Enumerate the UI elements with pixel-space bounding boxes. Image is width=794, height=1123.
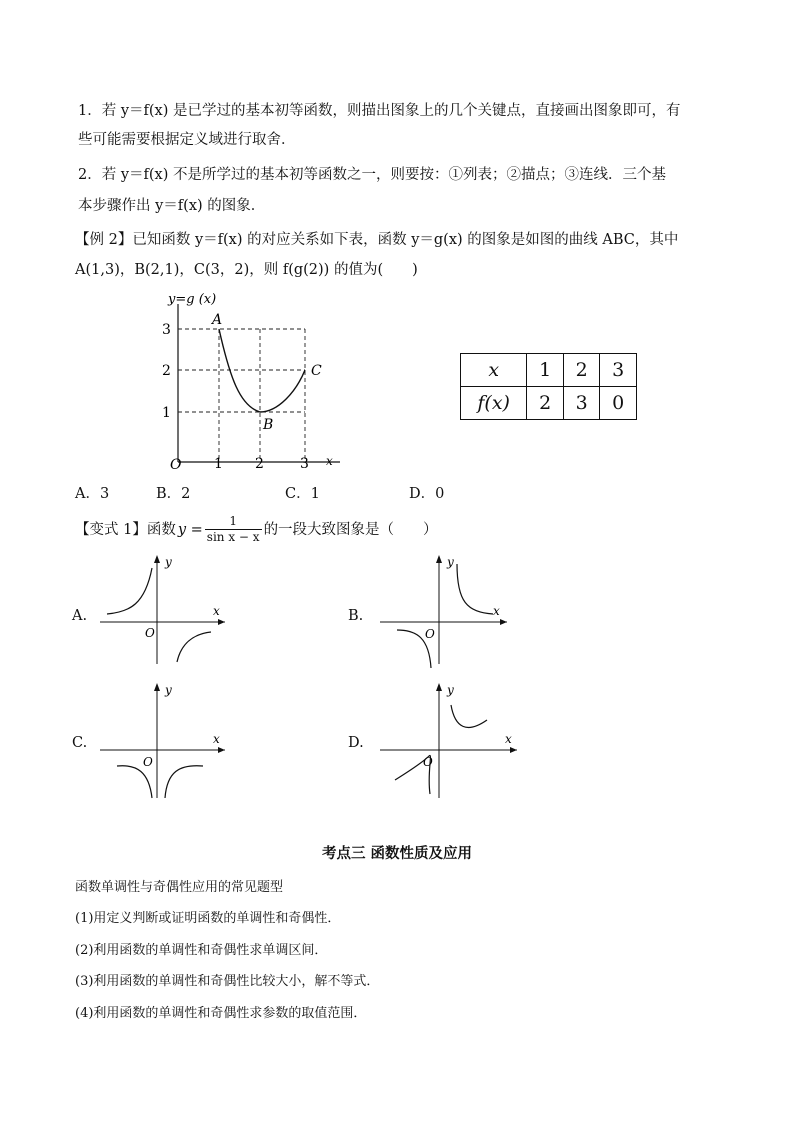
table-cell: 0 <box>600 387 637 420</box>
g-graph-title: y=g (x) <box>168 292 217 307</box>
option-b: B．2 <box>156 486 191 502</box>
origin-label: O <box>145 626 155 640</box>
example2-line-1: 【例 2】已知函数 y＝f(x) 的对应关系如下表，函数 y＝g(x) 的图象是如图的曲线 ABC，其中 <box>75 232 679 248</box>
table-cell: 2 <box>527 387 564 420</box>
table-cell: 1 <box>527 354 564 387</box>
fx-table <box>460 353 637 420</box>
axis-x-label: x <box>493 604 500 618</box>
x-tick-3: 3 <box>300 456 309 472</box>
axis-y-label: y <box>165 683 172 697</box>
intro-paragraph-2-line-2: 本步骤作出 y＝f(x) 的图象． <box>78 198 266 214</box>
origin-label: O <box>423 755 433 769</box>
option-c: C．1 <box>285 486 320 502</box>
intro-paragraph-1-line-1: 1．若 y＝f(x) 是已学过的基本初等函数，则描出图象上的几个关键点，直接画出图象即可，有 <box>78 103 681 119</box>
y-tick-2: 2 <box>162 363 171 379</box>
fraction-denominator: sin x − x <box>206 530 260 544</box>
origin-label: O <box>425 627 435 641</box>
y-tick-1: 1 <box>162 405 171 421</box>
axis-x-label: x <box>213 732 220 746</box>
section3-intro: 函数单调性与奇偶性应用的常见题型 <box>75 880 284 895</box>
intro-paragraph-2-line-1: 2．若 y＝f(x) 不是所学过的基本初等函数之一，则要按：①列表；②描点；③连线．三个基 <box>78 167 666 183</box>
section3-item-2: (2)利用函数的单调性和奇偶性求单调区间． <box>75 943 328 958</box>
variant-option-c-graph <box>95 680 235 805</box>
axis-x-label: x <box>505 732 512 746</box>
example2-line-2: A(1,3)，B(2,1)，C(3，2)，则 f(g(2)) 的值为( ) <box>75 262 418 278</box>
g-graph-origin: O <box>170 457 182 473</box>
point-c-label: C <box>311 363 322 379</box>
y-tick-3: 3 <box>162 322 171 338</box>
curve-abc <box>219 329 305 412</box>
table-cell: 2 <box>563 354 600 387</box>
section3-item-1: (1)用定义判断或证明函数的单调性和奇偶性． <box>75 911 341 926</box>
option-d: D．0 <box>409 486 445 502</box>
intro-paragraph-1-line-2: 些可能需要根据定义域进行取舍． <box>78 132 296 148</box>
variant1-prefix: 【变式 1】函数 <box>75 521 176 538</box>
point-a-label: A <box>212 312 223 328</box>
variant-option-d-graph <box>375 680 525 805</box>
variant-option-d-label: D. <box>348 735 364 751</box>
g-graph-x-label: x <box>326 454 333 468</box>
variant1-fraction <box>205 514 262 545</box>
table-row-x <box>461 354 637 387</box>
variant1-y-eq: y = <box>177 521 203 538</box>
axis-y-label: y <box>447 683 454 697</box>
variant1-question <box>75 514 438 545</box>
table-cell: 3 <box>600 354 637 387</box>
variant-option-c-label: C. <box>72 735 88 751</box>
table-header-fx: f(x) <box>461 387 527 420</box>
option-a: A．3 <box>75 486 110 502</box>
section3-item-4: (4)利用函数的单调性和奇偶性求参数的取值范围． <box>75 1006 367 1021</box>
origin-label: O <box>143 755 153 769</box>
variant-option-a-label: A. <box>72 608 88 624</box>
section3-title: 考点三 函数性质及应用 <box>321 846 473 862</box>
section3-item-3: (3)利用函数的单调性和奇偶性比较大小，解不等式． <box>75 974 380 989</box>
axis-x-label: x <box>213 604 220 618</box>
g-graph <box>160 288 350 473</box>
variant-option-b-label: B. <box>348 608 364 624</box>
x-tick-1: 1 <box>214 456 223 472</box>
table-header-x: x <box>461 354 527 387</box>
variant1-suffix: 的一段大致图象是（ ） <box>263 521 438 538</box>
axis-y-label: y <box>165 555 172 569</box>
axis-y-label: y <box>447 555 454 569</box>
table-row-fx <box>461 387 637 420</box>
variant-option-a-graph <box>95 552 235 667</box>
x-tick-2: 2 <box>255 456 264 472</box>
fraction-numerator: 1 <box>205 514 262 530</box>
variant-option-b-graph <box>375 552 515 672</box>
point-b-label: B <box>263 417 274 433</box>
table-cell: 3 <box>563 387 600 420</box>
